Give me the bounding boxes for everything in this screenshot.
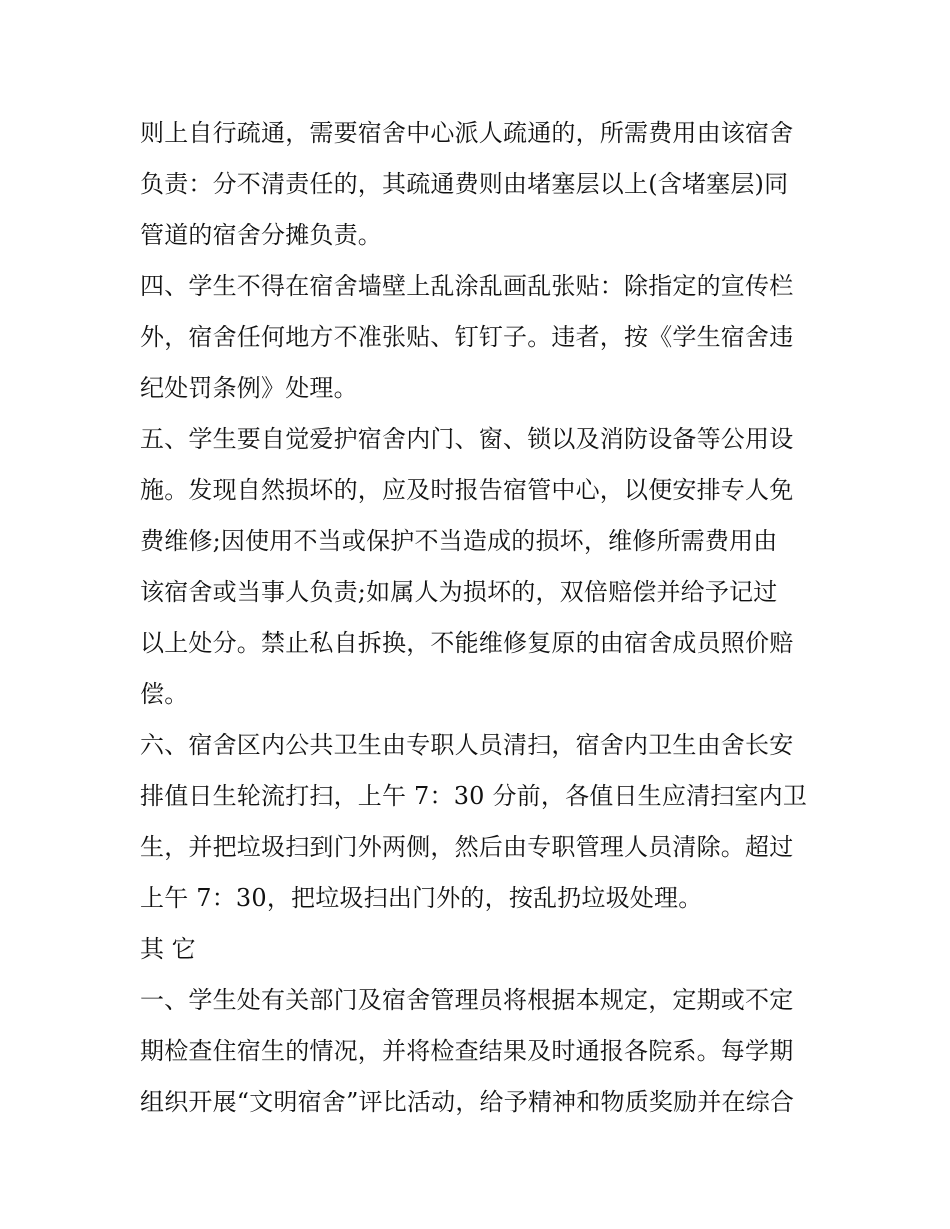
section-heading: 其 它 <box>140 935 196 963</box>
text-line: 五、学生要自觉爱护宿舍内门、窗、锁以及消防设备等公用设 <box>140 425 794 453</box>
text-line: 期检查住宿生的情况，并将检查结果及时通报各院系。每学期 <box>140 1037 794 1065</box>
text-line: 偿。 <box>140 680 189 708</box>
text-line: 四、学生不得在宿舍墙壁上乱涂乱画乱张贴：除指定的宣传栏 <box>140 272 794 300</box>
text-line: 上午 7：30，把垃圾扫出门外的，按乱扔垃圾处理。 <box>140 884 703 912</box>
text-line: 该宿舍或当事人负责;如属人为损坏的，双倍赔偿并给予记过 <box>140 578 778 606</box>
text-line: 一、学生处有关部门及宿舍管理员将根据本规定，定期或不定 <box>140 986 794 1014</box>
text-line: 纪处罚条例》处理。 <box>140 374 358 402</box>
text-line: 负责：分不清责任的，其疏通费则由堵塞层以上(含堵塞层)同 <box>140 170 789 198</box>
text-line: 则上自行疏通，需要宿舍中心派人疏通的，所需费用由该宿舍 <box>140 119 794 147</box>
document-body <box>140 108 815 1128</box>
text-line: 以上处分。禁止私自拆换，不能维修复原的由宿舍成员照价赔 <box>140 629 794 657</box>
text-line: 费维修;因使用不当或保护不当造成的损坏，维修所需费用由 <box>140 527 778 555</box>
text-line: 管道的宿舍分摊负责。 <box>140 221 382 249</box>
text-line: 施。发现自然损坏的，应及时报告宿管中心，以便安排专人免 <box>140 476 794 504</box>
text-line: 组织开展“文明宿舍”评比活动，给予精神和物质奖励并在综合 <box>140 1088 795 1116</box>
text-line: 外，宿舍任何地方不准张贴、钉钉子。违者，按《学生宿舍违 <box>140 323 794 351</box>
text-line: 生，并把垃圾扫到门外两侧，然后由专职管理人员清除。超过 <box>140 833 794 861</box>
text-line: 六、宿舍区内公共卫生由专职人员清扫，宿舍内卫生由舍长安 <box>140 731 794 759</box>
text-line: 排值日生轮流打扫，上午 7：30 分前，各值日生应清扫室内卫 <box>140 782 808 810</box>
